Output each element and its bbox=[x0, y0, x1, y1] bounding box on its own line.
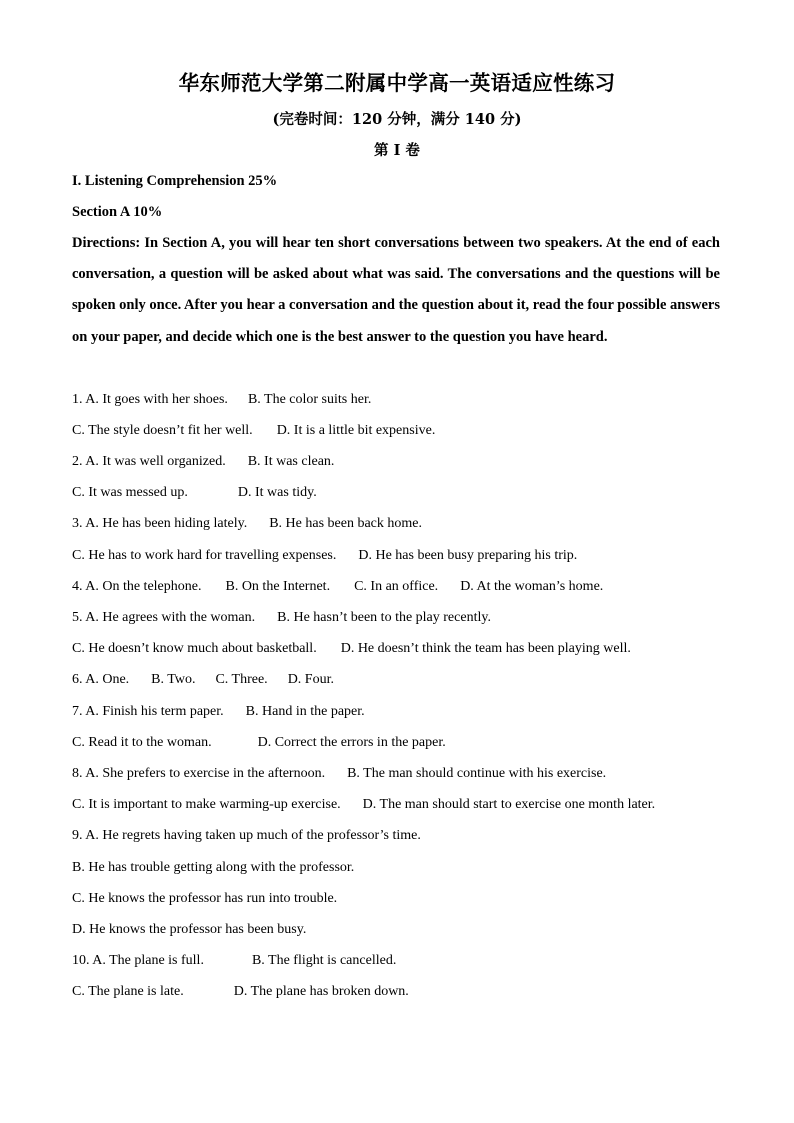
question-8-option-a: 8. A. She prefers to exercise in the afternoon. bbox=[72, 766, 326, 781]
question-6-row-1 bbox=[72, 671, 334, 689]
question-1-option-b: B. The color suits her. bbox=[247, 392, 372, 407]
question-2-option-a: 2. A. It was well organized. bbox=[72, 454, 226, 469]
question-1-option-a: 1. A. It goes with her shoes. bbox=[72, 392, 228, 407]
directions-paragraph: Directions: In Section A, you will hear ten short conversations between two speakers. At the end of each conversation, a question will be asked about what was said. The conversations and the questions will be spoken only once. After you hear a conversation and the question about it, read the four possible answers on your paper, and decide which one is the best answer to the question you have heard. bbox=[72, 235, 720, 345]
question-10-option-a: 10. A. The plane is full. bbox=[72, 953, 204, 968]
question-4-option-b: B. On the Internet. bbox=[225, 579, 331, 594]
question-8-row-2 bbox=[72, 796, 655, 814]
question-3-option-c: C. He has to work hard for travelling expenses. bbox=[72, 548, 337, 563]
question-2-row-2 bbox=[72, 484, 317, 502]
question-5-option-d: D. He doesn’t think the team has been playing well. bbox=[340, 641, 631, 656]
question-7-option-c: C. Read it to the woman. bbox=[72, 735, 212, 750]
question-7-row-2 bbox=[72, 734, 446, 752]
part-heading: Section A 10% bbox=[72, 204, 163, 220]
question-8-row-1 bbox=[72, 765, 606, 783]
question-4-option-c: C. In an office. bbox=[354, 579, 439, 594]
question-5-row-1 bbox=[72, 609, 491, 627]
question-1-option-c: C. The style doesn’t fit her well. bbox=[72, 423, 253, 438]
question-8-option-c: C. It is important to make warming-up exercise. bbox=[72, 797, 341, 812]
question-3-row-2 bbox=[72, 547, 577, 565]
question-2-row-1 bbox=[72, 453, 334, 471]
question-4-option-d: D. At the woman’s home. bbox=[460, 579, 604, 594]
exam-time-note: (完卷时间：120 分钟，满分 140 分) bbox=[272, 111, 522, 128]
question-7-option-a: 7. A. Finish his term paper. bbox=[72, 704, 224, 719]
question-2-option-c: C. It was messed up. bbox=[72, 485, 188, 500]
question-10-option-b: B. The flight is cancelled. bbox=[251, 953, 397, 968]
question-7-option-d: D. Correct the errors in the paper. bbox=[257, 735, 446, 750]
question-3-option-b: B. He has been back home. bbox=[269, 516, 423, 531]
question-5-row-2 bbox=[72, 640, 631, 658]
question-9-option-d: D. He knows the professor has been busy. bbox=[72, 922, 307, 937]
question-4-row-1 bbox=[72, 578, 603, 596]
question-6-option-d: D. Four. bbox=[287, 672, 334, 687]
question-5-option-b: B. He hasn’t been to the play recently. bbox=[277, 610, 491, 625]
question-7-row-1 bbox=[72, 703, 365, 721]
page-title: 华东师范大学第二附属中学高一英语适应性练习 bbox=[178, 71, 616, 95]
question-1-option-d: D. It is a little bit expensive. bbox=[276, 423, 436, 438]
question-8-option-d: D. The man should start to exercise one month later. bbox=[362, 797, 656, 812]
question-9-option-a: 9. A. He regrets having taken up much of the professor’s time. bbox=[72, 828, 421, 843]
question-7-option-b: B. Hand in the paper. bbox=[245, 704, 365, 719]
question-6-option-c: C. Three. bbox=[215, 672, 268, 687]
question-2-option-d: D. It was tidy. bbox=[237, 485, 317, 500]
question-8-option-b: B. The man should continue with his exercise. bbox=[347, 766, 607, 781]
question-2-option-b: B. It was clean. bbox=[247, 454, 335, 469]
question-3-row-1 bbox=[72, 515, 422, 533]
question-5-option-a: 5. A. He agrees with the woman. bbox=[72, 610, 256, 625]
section-heading: I. Listening Comprehension 25% bbox=[72, 173, 278, 189]
question-4-option-a: 4. A. On the telephone. bbox=[72, 579, 202, 594]
question-10-row-1 bbox=[72, 952, 396, 970]
question-5-option-c: C. He doesn’t know much about basketball. bbox=[72, 641, 317, 656]
question-1-row-1 bbox=[72, 391, 371, 409]
question-10-row-2 bbox=[72, 983, 409, 1001]
question-9-option-b: B. He has trouble getting along with the professor. bbox=[72, 860, 355, 875]
volume-label: 第 I 卷 bbox=[374, 142, 420, 159]
question-1-row-2 bbox=[72, 422, 435, 440]
question-3-option-a: 3. A. He has been hiding lately. bbox=[72, 516, 248, 531]
question-10-option-d: D. The plane has broken down. bbox=[233, 984, 409, 999]
question-3-option-d: D. He has been busy preparing his trip. bbox=[358, 548, 578, 563]
question-6-option-a: 6. A. One. bbox=[72, 672, 130, 687]
question-9-option-c: C. He knows the professor has run into trouble. bbox=[72, 891, 338, 906]
question-10-option-c: C. The plane is late. bbox=[72, 984, 184, 999]
question-6-option-b: B. Two. bbox=[151, 672, 196, 687]
